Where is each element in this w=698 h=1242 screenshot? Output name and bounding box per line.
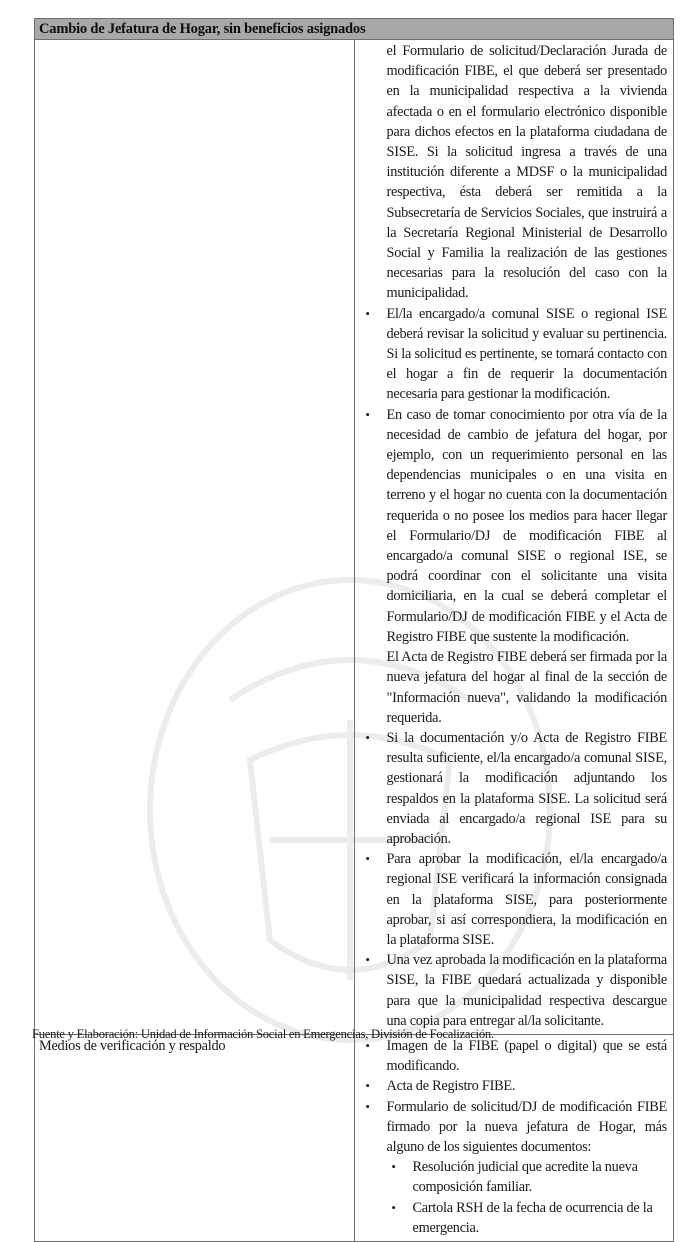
list-item	[359, 1097, 668, 1158]
procedure-content-cell	[354, 40, 674, 1035]
bullet-icon: •	[365, 305, 370, 321]
source-footnote: Fuente y Elaboración: Unidad de Información Social en Emergencias, División de Focalización.	[32, 1027, 494, 1041]
table-title-row	[35, 19, 674, 40]
list-item-text: Una vez aprobada la modificación en la plataforma SISE, la FIBE quedará actualizada y disponible para que la municipalidad respectiva descargue una copia para entregar al/la solicitante.	[386, 952, 667, 1029]
bullet-icon: •	[365, 851, 370, 867]
list-item	[359, 1036, 668, 1076]
bullet-icon: •	[365, 952, 370, 968]
bullet-icon: •	[365, 1098, 370, 1114]
list-item	[359, 304, 668, 405]
sub-list-item-text: Cartola RSH de la fecha de ocurrencia de la emergencia.	[412, 1199, 653, 1236]
table-title: Cambio de Jefatura de Hogar, sin beneficios asignados	[35, 19, 674, 40]
verification-content-cell	[354, 1034, 674, 1241]
bullet-icon: •	[365, 729, 370, 745]
bullet-icon: •	[365, 1078, 370, 1094]
list-item-text: En caso de tomar conocimiento por otra vía de la necesidad de cambio de jefatura del hogar, por ejemplo, con un requerimiento personal en las dependencias municipales o en una visita en terreno y el hogar no cuenta con la documentación requerida o no posee los medios para hacer llegar el Formulario/DJ de modificación FIBE al encargado/a comunal SISE o regional ISE, se podrá coordinar con el solicitante una visita domiciliaria, en la cual se deberá completar el Formulario/DJ de modificación FIBE y el Acta de Registro FIBE que sustente la modificación.	[386, 406, 667, 645]
procedure-label-cell	[35, 40, 355, 1035]
verification-label: Medios de verificación y respaldo	[35, 1034, 355, 1241]
list-item-text: Formulario de solicitud/DJ de modificación FIBE firmado por la nueva jefatura de Hogar, más alguno de los siguientes documentos:	[386, 1098, 667, 1155]
bullet-icon: •	[365, 406, 370, 422]
list-item	[359, 405, 668, 647]
sub-list-item	[385, 1198, 668, 1238]
intro-paragraph: el Formulario de solicitud/Declaración Jurada de modificación FIBE, el que deberá ser presentado en la municipalidad respectiva a la vivienda afectada o en el formulario electrónico disponible para dichos efectos en la plataforma ciudadana de SISE. Si la solicitud ingresa a través de una institución diferente a MDSF o la municipalidad respectiva, ésta deberá ser remitida a la Subsecretaría de Servicios Sociales, que instruirá a la Secretaría Regional Ministerial de Desarrollo Social y Familia la realización de las gestiones necesarias para la resolución del caso con la municipalidad.	[386, 43, 667, 302]
verification-list	[359, 1036, 668, 1157]
list-item-text: El/la encargado/a comunal SISE o regional ISE deberá revisar la solicitud y evaluar su pertinencia. Si la solicitud es pertinente, se tomará contacto con el hogar a fin de requerir la documentación necesaria para gestionar la modificación.	[386, 305, 667, 403]
list-item	[359, 1076, 668, 1096]
list-item-text: Si la documentación y/o Acta de Registro FIBE resulta suficiente, el/la encargado/a comunal SISE, gestionará la modificación adjuntando los respaldos en la plataforma SISE. La solicitud será enviada al encargado/a regional ISE para su aprobación.	[386, 729, 667, 847]
verification-sub-list	[359, 1157, 668, 1238]
procedure-row	[35, 40, 674, 1035]
procedure-list	[359, 304, 668, 647]
procedure-list-continued	[359, 728, 668, 1031]
list-item-text: Acta de Registro FIBE.	[386, 1078, 516, 1095]
procedure-table	[34, 18, 674, 1242]
verification-row	[35, 1034, 674, 1241]
bullet-icon: •	[391, 1199, 396, 1215]
list-item-text: Imagen de la FIBE (papel o digital) que se está modificando.	[386, 1037, 667, 1075]
list-item-text: Para aprobar la modificación, el/la encargado/a regional ISE verificará la información consignada en la plataforma SISE, para posteriormente aprobar, si así correspondiera, la modificación en la plataforma SISE.	[386, 851, 667, 948]
bullet-icon: •	[391, 1159, 396, 1175]
list-item	[359, 849, 668, 950]
list-item	[359, 728, 668, 849]
acta-note: El Acta de Registro FIBE deberá ser firmada por la nueva jefatura del hogar al final de la sección de "Información nueva", validando la modificación requerida.	[386, 649, 667, 726]
sub-list-item	[385, 1157, 668, 1197]
bullet-icon: •	[365, 1037, 370, 1053]
list-item	[359, 950, 668, 1031]
sub-list-item-text: Resolución judicial que acredite la nueva composición familiar.	[412, 1159, 638, 1196]
